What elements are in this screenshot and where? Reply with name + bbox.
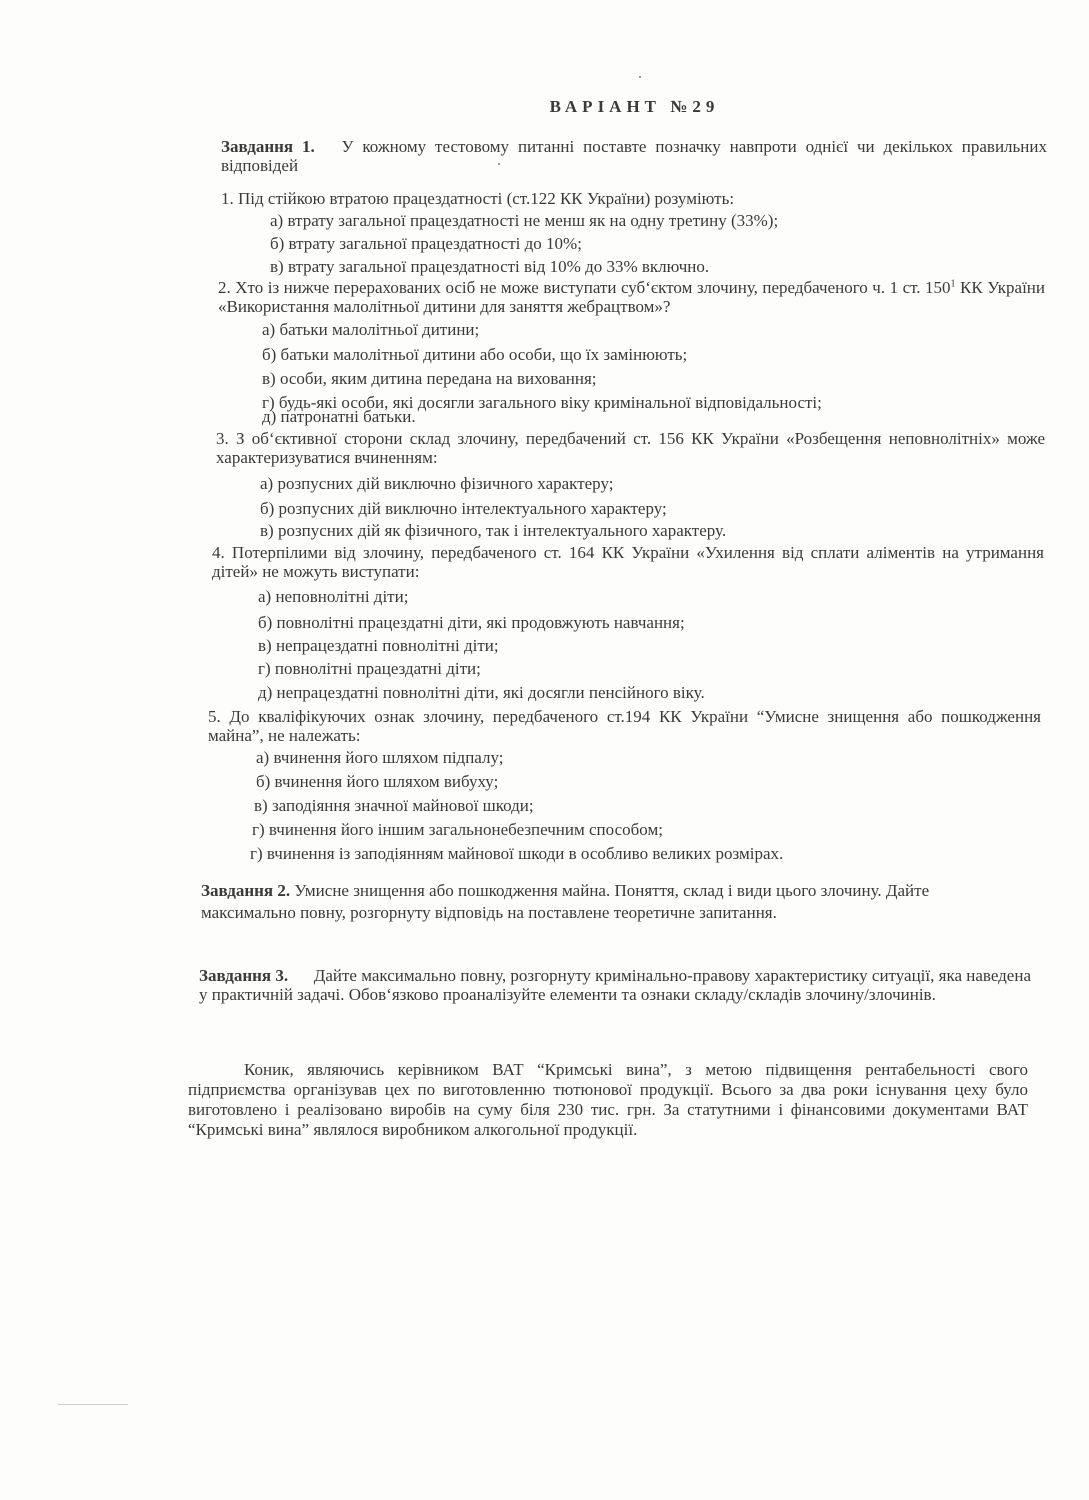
q1-option-c: в) втрату загальної працездатності від 10% до 33% включно. (270, 257, 710, 276)
q3-option-a: а) розпусних дій виключно фізичного характеру; (260, 474, 614, 493)
task2-text: Умисне знищення або пошкодження майна. Поняття, склад і види цього злочину. Дайте максимально повну, розгорнуту відповідь на поставлене теоретичне запитання. (201, 881, 930, 922)
q5-option-a: а) вчинення його шляхом підпалу; (256, 748, 504, 767)
q2-option-d: г) будь-які особи, які досягли загального віку кримінальної відповідальності; (262, 393, 822, 412)
question-3: 3. З об‘єктивної сторони склад злочину, передбачений ст. 156 КК України «Розбещення неповнолітніх» може характеризуватися вчиненням: (216, 429, 1045, 467)
q2-option-a: а) батьки малолітньої дитини; (262, 320, 480, 339)
q4-option-b: б) повнолітні працездатні діти, які продовжують навчання; (258, 613, 685, 632)
q3-option-c: в) розпусних дій як фізичного, так і інтелектуального характеру. (260, 521, 727, 540)
task1-intro-text: У кожному тестовому питанні поставте позначку навпроти однієї чи декількох правильних відповідей (221, 137, 1047, 175)
q2-option-c: в) особи, яким дитина передана на виховання; (262, 369, 597, 388)
q2-option-b: б) батьки малолітньої дитини або особи, що їх замінюють; (262, 345, 688, 364)
question-1: 1. Під стійкою втратою працездатності (ст.122 КК України) розуміють: (221, 189, 735, 208)
q3-option-b: б) розпусних дій виключно інтелектуального характеру; (260, 499, 667, 518)
task1-heading: Завдання 1. (221, 137, 315, 156)
q1-option-a: а) втрату загальної працездатності не менш як на одну третину (33%); (270, 211, 779, 230)
question-2-text-a: 2. Хто із нижче перерахованих осіб не може виступати суб‘єктом злочину, передбаченого ч. 1 ст. 150 (218, 278, 951, 297)
task2-heading: Завдання 2. (201, 881, 291, 900)
q5-option-e: г) вчинення із заподіянням майнової шкоди в особливо великих розмірах. (250, 844, 784, 863)
q2-option-e: д) патронатні батьки. (262, 407, 416, 426)
question-2-text-b: КК України «Використання малолітньої дитини для заняття жебрацтвом»? (218, 278, 1046, 316)
task2 (201, 880, 1001, 924)
task1-intro (221, 138, 1047, 175)
q5-option-c: в) заподіяння значної майнової шкоди; (254, 796, 534, 815)
scan-edge-mark (58, 1404, 128, 1405)
question-2 (218, 279, 1045, 316)
q4-option-d: г) повнолітні працездатні діти; (258, 659, 481, 678)
page-title: ВАРІАНТ №29 (549, 97, 720, 116)
q4-option-a: а) неповнолітні діти; (258, 587, 409, 606)
case-study: Коник, являючись керівником ВАТ “Кримські вина”, з метою підвищення рентабельності свого підприємства організував цех по виготовленню тютюнової продукції. Всього за два роки існування цеху було виготовлено і реалізовано виробів на суму біля 230 тис. грн. За статутними і фінансовими документами ВАТ “Кримські вина” являлося виробником алкогольної продукції. (188, 1060, 1028, 1139)
task3 (199, 966, 1031, 1004)
task3-text: Дайте максимально повну, розгорнуту кримінально-правову характеристику ситуації, яка наведена у практичній задачі. Обов‘язково проаналізуйте елементи та ознаки складу/складів злочину/злочинів. (199, 966, 1031, 1004)
scan-speck (639, 76, 641, 78)
question-4: 4. Потерпілими від злочину, передбаченого ст. 164 КК України «Ухилення від сплати аліментів на утримання дітей» не можуть виступати: (212, 543, 1044, 581)
q4-option-c: в) непрацездатні повнолітні діти; (258, 636, 499, 655)
task3-heading: Завдання 3. (199, 966, 289, 985)
q5-option-d: г) вчинення його іншим загальнонебезпечним способом; (252, 820, 663, 839)
article-superscript: 1 (950, 278, 956, 290)
question-5: 5. До кваліфікуючих ознак злочину, передбаченого ст.194 КК України “Умисне знищення або пошкодження майна”, не належать: (208, 707, 1041, 745)
q4-option-e: д) непрацездатні повнолітні діти, які досягли пенсійного віку. (258, 683, 705, 702)
q1-option-b: б) втрату загальної працездатності до 10%; (270, 234, 582, 253)
q5-option-b: б) вчинення його шляхом вибуху; (256, 772, 499, 791)
